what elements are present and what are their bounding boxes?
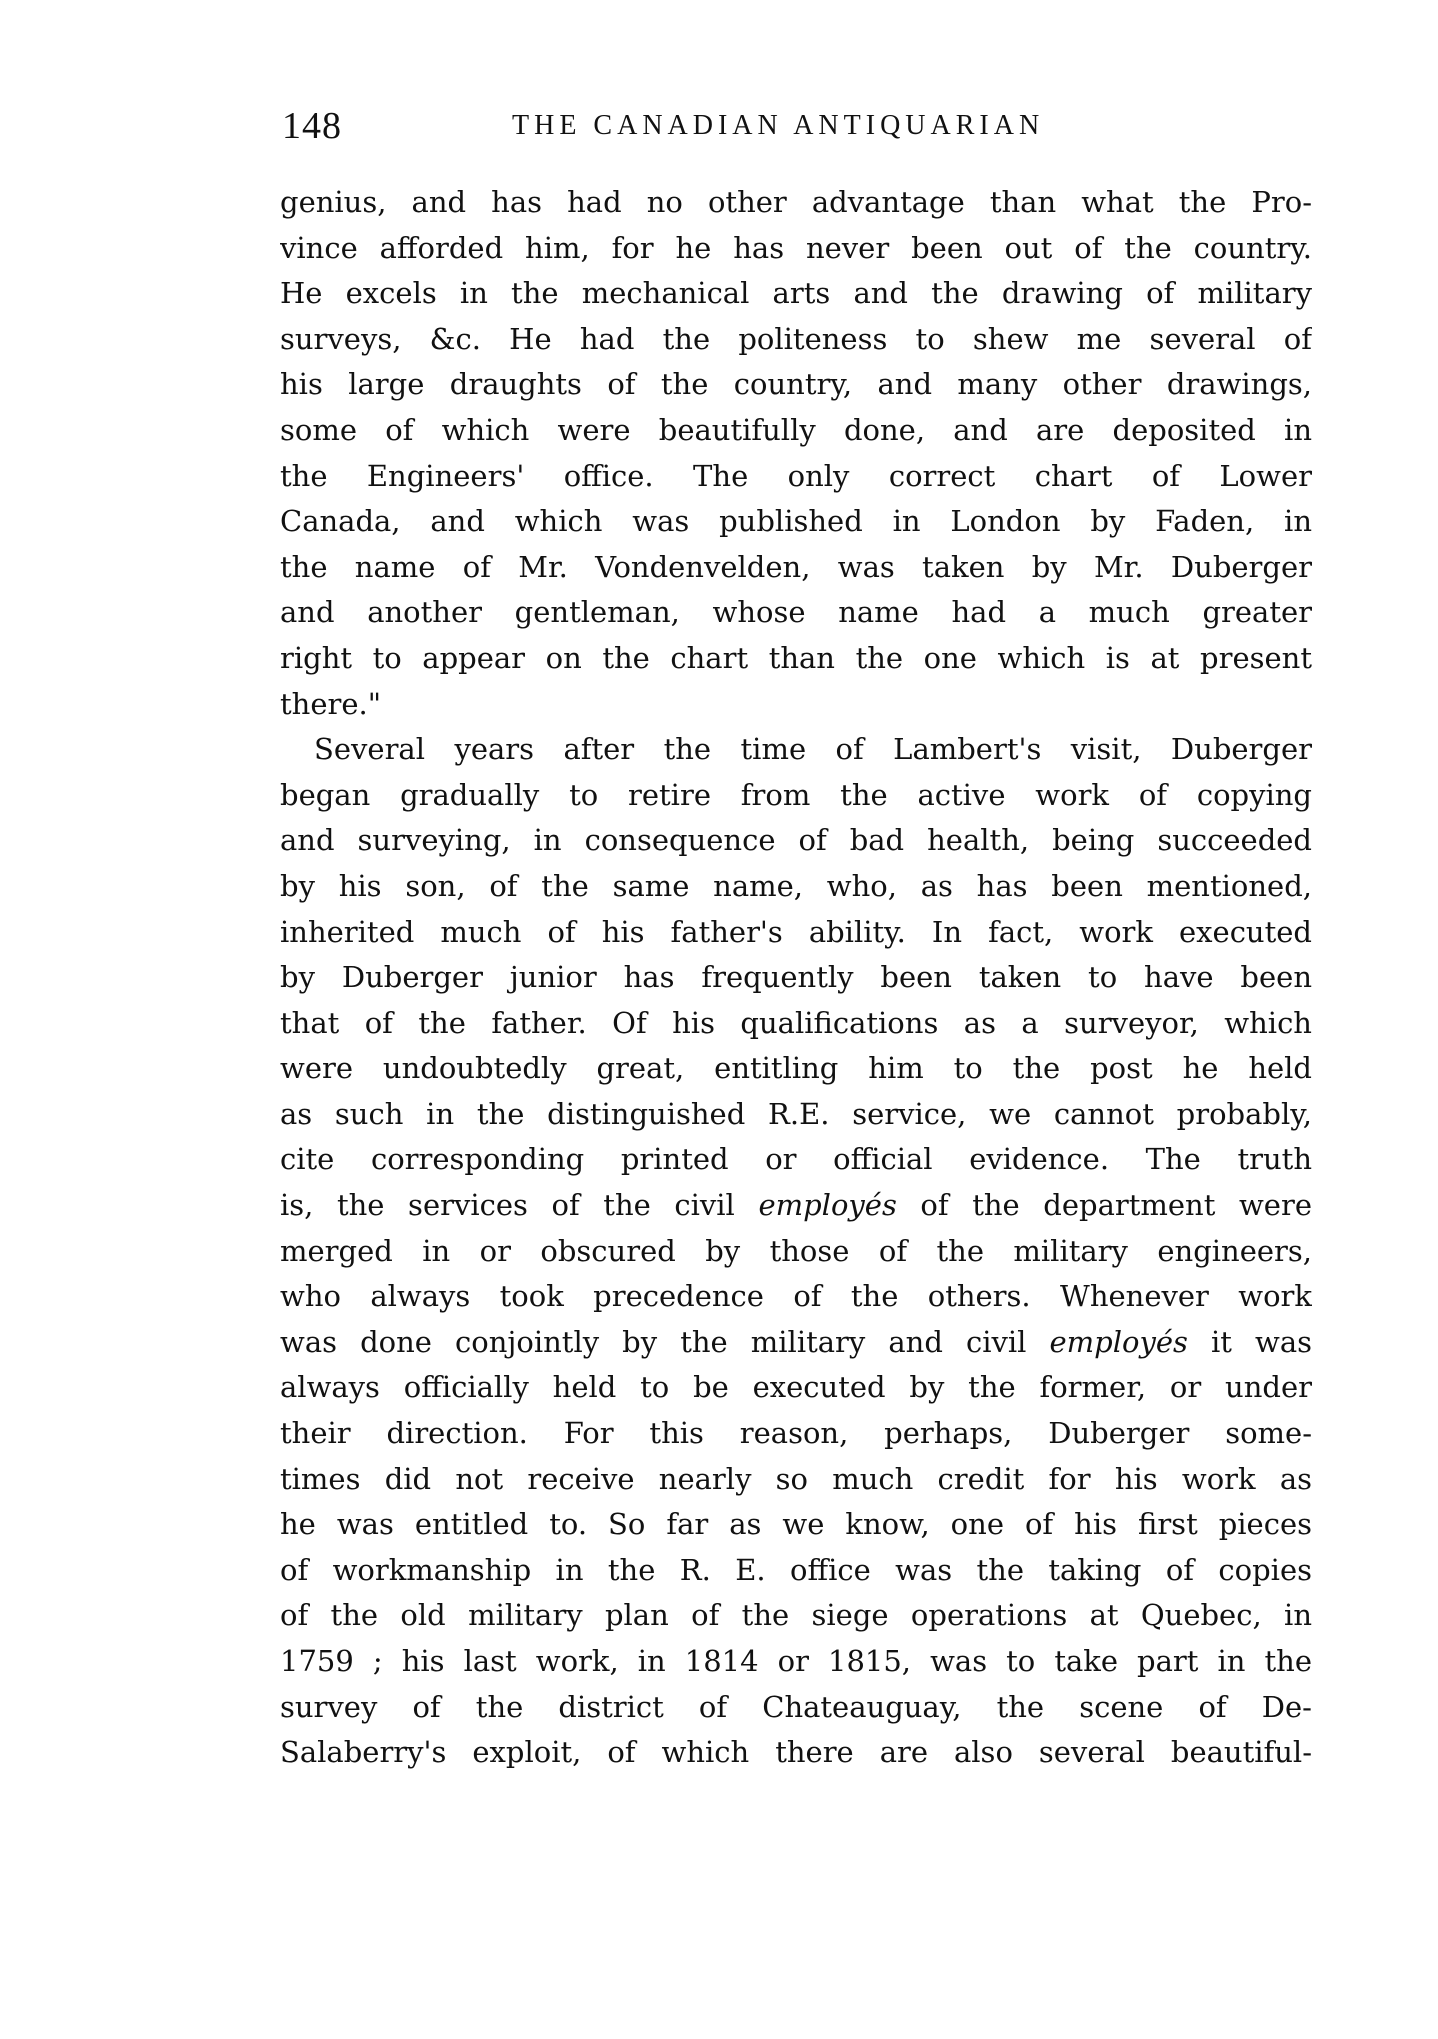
- text-line: survey of the district of Chateauguay, the scene of De-: [280, 1689, 1312, 1724]
- text-line: vince afforded him, for he has never been out of the country.: [280, 230, 1312, 265]
- text-line: cite corresponding printed or official evidence. The truth: [280, 1142, 1312, 1177]
- text-line: their direction. For this reason, perhaps, Duberger some-: [280, 1416, 1312, 1451]
- text-line: genius, and has had no other advantage than what the Pro-: [280, 185, 1312, 219]
- text-line: some of which were beautifully done, and are deposited in: [280, 412, 1312, 447]
- text-line: He excels in the mechanical arts and the drawing of military: [280, 276, 1312, 311]
- text-line: merged in or obscured by those of the military engineers,: [280, 1233, 1312, 1268]
- text-line: was done conjointly by the military and civil employés it was: [280, 1324, 1312, 1359]
- text-line: that of the father. Of his qualifications as a surveyor, which: [280, 1005, 1312, 1040]
- text-line: began gradually to retire from the active work of copying: [280, 777, 1312, 812]
- text-line: 1759 ; his last work, in 1814 or 1815, was to take part in the: [280, 1644, 1312, 1678]
- text-line: times did not receive nearly so much credit for his work as: [280, 1461, 1312, 1496]
- text-line: there.": [280, 686, 382, 721]
- running-title: THE CANADIAN ANTIQUARIAN: [512, 110, 1045, 141]
- text-line: his large draughts of the country, and many other drawings,: [280, 367, 1312, 402]
- text-line: and another gentleman, whose name had a much greater: [280, 595, 1312, 630]
- text-line: he was entitled to. So far as we know, one of his first pieces: [280, 1507, 1312, 1542]
- text-line: right to appear on the chart than the one which is at present: [280, 640, 1312, 675]
- text-line: always officially held to be executed by the former, or under: [280, 1370, 1312, 1405]
- text-line: the Engineers' office. The only correct chart of Lower: [280, 458, 1312, 493]
- text-line: who always took precedence of the others. Whenever work: [280, 1279, 1312, 1314]
- text-line: surveys, &c. He had the politeness to shew me several of: [280, 321, 1312, 356]
- text-line: and surveying, in consequence of bad health, being succeeded: [280, 823, 1312, 858]
- text-line: Canada, and which was published in London by Faden, in: [280, 504, 1312, 539]
- text-line: of workmanship in the R. E. office was the taking of copies: [280, 1552, 1312, 1587]
- text-line: of the old military plan of the siege operations at Quebec, in: [280, 1598, 1312, 1633]
- page-number: 148: [282, 105, 342, 147]
- text-line: were undoubtedly great, entitling him to the post he held: [280, 1051, 1312, 1086]
- text-line: as such in the distinguished R.E. service, we cannot probably,: [280, 1096, 1312, 1131]
- text-line: the name of Mr. Vondenvelden, was taken by Mr. Duberger: [280, 549, 1312, 584]
- text-line: is, the services of the civil employés of the department were: [280, 1188, 1312, 1223]
- body-text: [280, 180, 1312, 1776]
- text-line: by his son, of the same name, who, as has been mentioned,: [280, 868, 1312, 903]
- text-line: inherited much of his father's ability. In fact, work executed: [280, 914, 1312, 949]
- text-line: Salaberry's exploit, of which there are also several beautiful-: [280, 1735, 1312, 1770]
- page-header: [282, 104, 1310, 168]
- text-line: by Duberger junior has frequently been taken to have been: [280, 960, 1312, 995]
- text-line: Several years after the time of Lambert's visit, Duberger: [314, 732, 1312, 767]
